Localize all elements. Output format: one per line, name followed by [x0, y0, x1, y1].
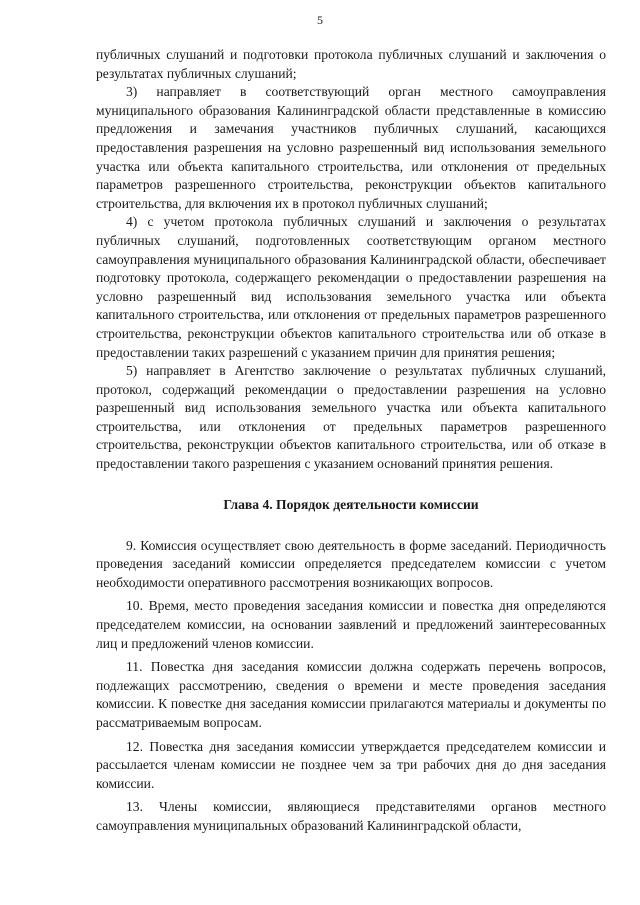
paragraph-item-3: 3) направляет в соответствующий орган местного самоуправления муниципального образования Калининградской области представленные в комиссию предложения и замечания участников публичных слушаний, касающихся предоставления разрешения на условно разрешенный вид использования земельного участка или объекта капитального строительства, или отклонения от предельных параметров разрешенного строительства, реконструкции объектов капитального строительства, для включения их в протокол публичных слушаний;: [96, 84, 606, 211]
paragraph-item-4: 4) с учетом протокола публичных слушаний и заключения о результатах публичных слушаний, подготовленных соответствующим органом местного самоуправления муниципального образования Калининградской области, обеспечивает подготовку протокола, содержащего рекомендации о предоставлении разрешения на условно разрешенный вид использования земельного участка или объекта капитального строительства, или отклонения от предельных параметров разрешенного строительства, реконструкции объектов капитального строительства или об отказе в предоставлении таких разрешений с указанием причин для принятия решения;: [96, 214, 606, 360]
paragraph-item-5: 5) направляет в Агентство заключение о результатах публичных слушаний, протокол, содержащий рекомендации о предоставлении разрешения на условно разрешенный вид использования земельного участка или объекта капитального строительства, или отклонения от предельных параметров разрешенного строительства, реконструкции объектов капитального строительства, или об отказе в предоставлении такого разрешения с указанием оснований принятия решения.: [96, 363, 606, 472]
paragraph-12: 12. Повестка дня заседания комиссии утверждается председателем комиссии и рассылается членам комиссии не позднее чем за три рабочих дня до дня заседания комиссии.: [96, 738, 606, 791]
page-number: 5: [317, 13, 323, 27]
paragraph-10: 10. Время, место проведения заседания комиссии и повестка дня определяются председателем комиссии, на основании заявлений и предложений заинтересованных лиц и предложений членов комиссии.: [96, 598, 606, 651]
paragraph-9: 9. Комиссия осуществляет свою деятельность в форме заседаний. Периодичность проведения заседаний комиссии определяется председателем комиссии с учетом необходимости оперативного рассмотрения возникающих вопросов.: [96, 537, 606, 590]
paragraph-continuation: публичных слушаний и подготовки протокола публичных слушаний и заключения о результатах публичных слушаний;: [96, 47, 606, 81]
paragraph-13: 13. Члены комиссии, являющиеся представителями органов местного самоуправления муниципальных образований Калининградской области,: [96, 799, 606, 833]
chapter-heading: Глава 4. Порядок деятельности комиссии: [223, 496, 479, 512]
document-body: [96, 46, 606, 836]
paragraph-11: 11. Повестка дня заседания комиссии должна содержать перечень вопросов, подлежащих рассмотрению, сведения о времени и месте проведения заседания комиссии. К повестке дня заседания комиссии прилагаются материалы и документы по рассматриваемым вопросам.: [96, 659, 606, 730]
